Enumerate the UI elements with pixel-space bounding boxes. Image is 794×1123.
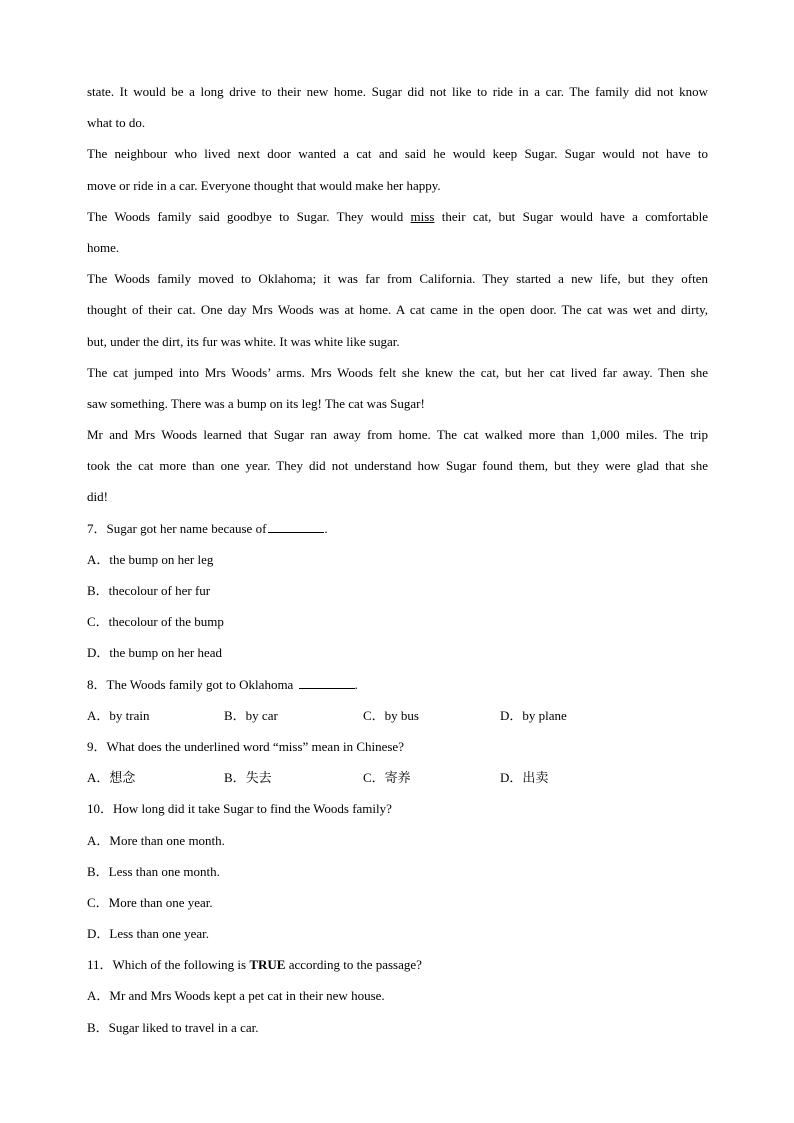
question-7-option-b: B．thecolour of her fur <box>87 583 211 598</box>
question-9-stem: 9．What does the underlined word “miss” mean in Chinese? <box>87 738 404 754</box>
question-10-option-d: D．Less than one year. <box>87 926 210 942</box>
question-7-option-d: D．the bump on her head <box>87 645 223 661</box>
question-8-option-b: B．by car <box>224 707 278 723</box>
passage-line: move or ride in a car. Everyone thought that would make her happy. <box>87 177 441 193</box>
passage-line: thought of their cat. One day Mrs Woods was at home. A cat came in the open door. The cat was wet and dirty, <box>87 302 708 318</box>
passage-line <box>87 201 708 232</box>
passage-line: state. It would be a long drive to their new home. Sugar did not like to ride in a car. The family did not know <box>87 84 708 99</box>
question-8-options <box>87 700 708 731</box>
question-end: . <box>324 520 328 536</box>
question-10-option-b: B．Less than one month. <box>87 863 220 879</box>
question-9-option-b: B．失去 <box>224 770 272 786</box>
question-8-option-d: D．by plane <box>500 707 567 723</box>
question-11-option-a: A．Mr and Mrs Woods kept a pet cat in their new house. <box>87 988 385 1004</box>
passage-line: The cat jumped into Mrs Woods’ arms. Mrs Woods felt she knew the cat, but her cat lived far away. Then she <box>87 364 708 380</box>
passage-line: but, under the dirt, its fur was white. It was white like sugar. <box>87 333 400 349</box>
passage-line: saw something. There was a bump on its leg! The cat was Sugar! <box>87 395 425 411</box>
passage-text: The Woods family said goodbye to Sugar. They would <box>87 208 411 224</box>
question-text: according to the passage? <box>285 957 422 973</box>
question-11-stem <box>87 949 708 980</box>
question-8-option-a: A．by train <box>87 707 150 723</box>
question-10-stem: 10．How long did it take Sugar to find the Woods family? <box>87 801 392 817</box>
underlined-word-miss: miss <box>410 208 435 224</box>
passage-line: did! <box>87 489 108 505</box>
answer-blank <box>299 677 355 689</box>
question-text: 11．Which of the following is <box>87 957 250 973</box>
question-text: 8．The Woods family got to Oklahoma <box>87 676 294 692</box>
question-9-option-c: C．寄养 <box>363 770 411 786</box>
question-9-option-a: A．想念 <box>87 770 136 786</box>
question-11-option-b: B．Sugar liked to travel in a car. <box>87 1019 259 1035</box>
question-10-option-a: A．More than one month. <box>87 832 225 848</box>
passage-line: Mr and Mrs Woods learned that Sugar ran away from home. The cat walked more than 1,000 miles. The trip <box>87 427 708 443</box>
question-7-option-c: C．thecolour of the bump <box>87 614 224 630</box>
question-text: 7．Sugar got her name because of <box>87 520 267 536</box>
passage-line: took the cat more than one year. They did not understand how Sugar found them, but they were glad that she <box>87 458 708 474</box>
question-9-option-d: D．出卖 <box>500 770 549 786</box>
question-8-stem <box>87 669 708 700</box>
passage-text: their cat, but Sugar would have a comfortable <box>434 208 709 224</box>
question-7-option-a: A．the bump on her leg <box>87 551 214 567</box>
answer-blank <box>268 521 324 533</box>
question-9-options <box>87 762 708 793</box>
question-end: . <box>354 676 358 692</box>
emphasis-true: TRUE <box>249 957 286 973</box>
question-10-option-c: C．More than one year. <box>87 894 213 910</box>
question-8-option-c: C．by bus <box>363 707 419 723</box>
document-content <box>87 76 708 1043</box>
passage-line: The neighbour who lived next door wanted a cat and said he would keep Sugar. Sugar would not have to <box>87 146 708 162</box>
question-7-stem <box>87 513 708 544</box>
passage-line: The Woods family moved to Oklahoma; it was far from California. They started a new life, but they often <box>87 271 708 287</box>
passage-line: what to do. <box>87 115 146 131</box>
passage-line: home. <box>87 239 120 255</box>
